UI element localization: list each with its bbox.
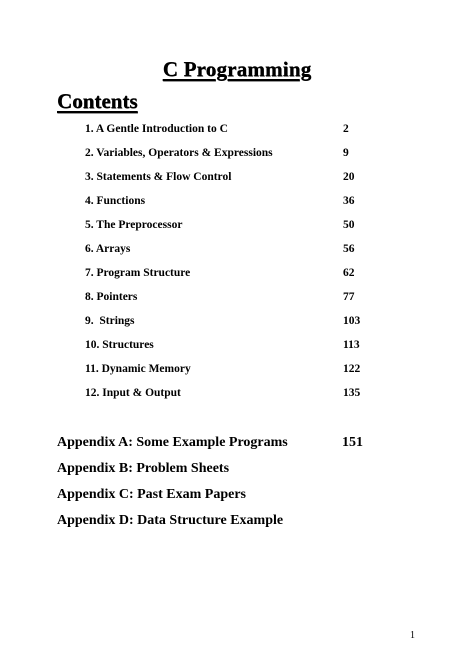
toc-entry (85, 217, 385, 241)
toc-entry-page: 36 (343, 195, 355, 207)
toc-entry-title: 1. A Gentle Introduction to C (85, 123, 228, 135)
toc-entry-title: 6. Arrays (85, 243, 131, 255)
appendix-list (57, 433, 417, 537)
toc-entry (85, 193, 385, 217)
toc-entry-page: 9 (343, 147, 349, 159)
toc-entry-page: 2 (343, 123, 349, 135)
toc-entry-page: 103 (343, 315, 361, 327)
appendix-entry-title: Appendix B: Problem Sheets (57, 461, 230, 476)
appendix-entry (57, 511, 417, 537)
appendix-entry (57, 459, 417, 485)
appendix-entry-title: Appendix A: Some Example Programs (57, 435, 288, 450)
toc-entry (85, 145, 385, 169)
toc-entry (85, 361, 385, 385)
toc-entry-title: 5. The Preprocessor (85, 219, 183, 231)
toc-entry-title: 4. Functions (85, 195, 146, 207)
toc-entry (85, 241, 385, 265)
toc-entry-page: 113 (343, 339, 360, 351)
appendix-entry-title: Appendix C: Past Exam Papers (57, 487, 247, 502)
toc-entry-page: 62 (343, 267, 355, 279)
toc-entry-title: 2. Variables, Operators & Expressions (85, 147, 273, 159)
appendix-entry-page: 151 (342, 435, 363, 450)
appendix-entry-title: Appendix D: Data Structure Example (57, 513, 284, 528)
page-number: 1 (410, 630, 415, 641)
table-of-contents (85, 121, 385, 409)
toc-entry-page: 135 (343, 387, 361, 399)
toc-entry (85, 313, 385, 337)
toc-entry (85, 337, 385, 361)
toc-entry (85, 265, 385, 289)
toc-entry (85, 169, 385, 193)
appendix-entry (57, 485, 417, 511)
toc-entry (85, 121, 385, 145)
toc-entry-title: 10. Structures (85, 339, 154, 351)
toc-entry-title: 11. Dynamic Memory (85, 363, 191, 375)
toc-entry-page: 56 (343, 243, 355, 255)
toc-entry-page: 50 (343, 219, 355, 231)
toc-entry-title: 8. Pointers (85, 291, 138, 303)
appendix-entry (57, 433, 417, 459)
toc-entry (85, 289, 385, 313)
toc-entry (85, 385, 385, 409)
contents-heading: Contents (57, 89, 138, 113)
page-title: C Programming (162, 57, 312, 81)
toc-entry-title: 12. Input & Output (85, 387, 181, 399)
toc-entry-page: 122 (343, 363, 361, 375)
toc-entry-page: 20 (343, 171, 355, 183)
toc-entry-title: 9. Strings (85, 315, 135, 327)
toc-entry-title: 7. Program Structure (85, 267, 191, 279)
toc-entry-title: 3. Statements & Flow Control (85, 171, 232, 183)
toc-entry-page: 77 (343, 291, 355, 303)
